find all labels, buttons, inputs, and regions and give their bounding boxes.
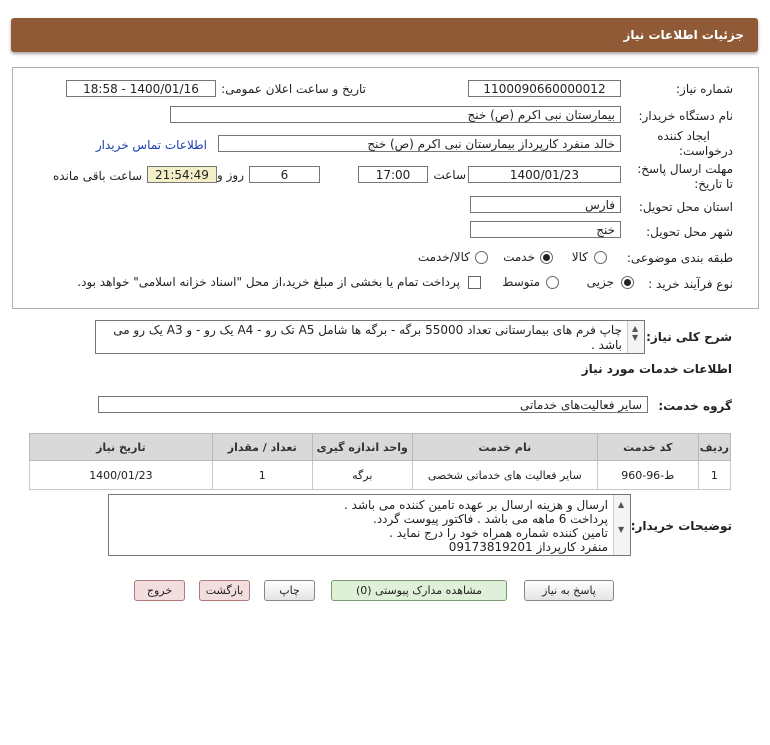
- scroll-up-icon[interactable]: ▲: [618, 500, 625, 509]
- category-service-label: خدمت: [503, 250, 535, 264]
- process-minor-radio[interactable]: [621, 276, 634, 289]
- process-minor-label: جزیی: [586, 275, 614, 289]
- col-service-code: کد خدمت: [597, 434, 698, 461]
- announce-label: تاریخ و ساعت اعلان عمومی:: [221, 82, 366, 96]
- process-medium-label: متوسط: [502, 275, 540, 289]
- province-field[interactable]: فارس: [470, 196, 621, 213]
- category-label: طبقه بندی موضوعی:: [626, 251, 733, 265]
- city-field[interactable]: خنج: [470, 221, 621, 238]
- col-service-name: نام خدمت: [412, 434, 597, 461]
- buyer-note-line: منفرد کارپرداز 09173819201: [448, 540, 608, 554]
- buyer-org-label: نام دستگاه خریدار:: [638, 109, 733, 123]
- buyer-contact-link[interactable]: اطلاعات تماس خریدار: [95, 138, 207, 152]
- days-label: روز و: [217, 168, 244, 182]
- col-need-date: تاریخ نیاز: [30, 434, 213, 461]
- cell-service-code: ط-96-960: [597, 461, 698, 490]
- deadline-date-field[interactable]: 1400/01/23: [468, 166, 621, 183]
- deadline-label-2: تا تاریخ:: [694, 177, 733, 191]
- buyer-notes-textarea[interactable]: [108, 494, 631, 556]
- reply-button[interactable]: پاسخ به نیاز: [524, 580, 614, 601]
- remaining-time-field: 21:54:49: [147, 166, 217, 183]
- cell-need-date: 1400/01/23: [30, 461, 213, 490]
- summary-line-2: باشد .: [591, 338, 622, 352]
- creator-label-1: ایجاد کننده: [657, 129, 710, 143]
- print-button[interactable]: چاپ: [264, 580, 315, 601]
- info-panel: [12, 67, 759, 309]
- announce-field[interactable]: 1400/01/16 - 18:58: [66, 80, 216, 97]
- deadline-time-field[interactable]: 17:00: [358, 166, 428, 183]
- category-both-label: کالا/خدمت: [417, 250, 470, 264]
- summary-line-1: چاپ فرم های بیمارستانی تعداد 55000 برگه - برگه ها شامل A5 تک رو - A4 یک رو - و A3 یک رو می: [113, 323, 622, 337]
- scroll-up-icon[interactable]: ▲: [632, 324, 639, 333]
- process-label: نوع فرآیند خرید :: [648, 277, 733, 291]
- process-medium-radio[interactable]: [546, 276, 559, 289]
- exit-button[interactable]: خروج: [134, 580, 185, 601]
- table-row: [30, 461, 731, 490]
- service-group-label: گروه خدمت:: [658, 399, 732, 413]
- cell-row-number: 1: [698, 461, 730, 490]
- buyer-note-line: ارسال و هزینه ارسال بر عهده تامین کننده می باشد .: [344, 498, 608, 512]
- province-label: استان محل تحویل:: [638, 200, 733, 214]
- notes-scrollbar[interactable]: [613, 495, 630, 555]
- services-table: [29, 433, 731, 490]
- deadline-label-1: مهلت ارسال پاسخ:: [637, 162, 733, 176]
- buyer-notes-label: توضیحات خریدار:: [630, 519, 732, 533]
- summary-label: شرح کلی نیاز:: [646, 330, 732, 344]
- treasury-payment-note: پرداخت تمام یا بخشی از مبلغ خرید،از محل "اسناد خزانه اسلامی" خواهد بود.: [77, 275, 460, 289]
- buyer-org-field[interactable]: بیمارستان نبی اکرم (ص) خنج: [170, 106, 621, 123]
- services-section-title: اطلاعات خدمات مورد نیاز: [581, 362, 732, 376]
- cell-quantity: 1: [212, 461, 312, 490]
- col-row-number: ردیف: [698, 434, 730, 461]
- summary-textarea[interactable]: [95, 320, 645, 354]
- cell-service-name: سایر فعالیت های خدماتی شخصی: [412, 461, 597, 490]
- buyer-note-line: تامین کننده شماره همراه خود را درج نماید .: [389, 526, 608, 540]
- days-field[interactable]: 6: [249, 166, 320, 183]
- back-button[interactable]: بازگشت: [199, 580, 250, 601]
- page-header: [11, 18, 758, 52]
- need-number-field[interactable]: 1100090660000012: [468, 80, 621, 97]
- summary-scrollbar[interactable]: [627, 321, 644, 353]
- category-both-radio[interactable]: [475, 251, 488, 264]
- cell-unit: برگه: [312, 461, 412, 490]
- scroll-down-icon[interactable]: ▼: [618, 525, 625, 534]
- col-unit: واحد اندازه گیری: [312, 434, 412, 461]
- service-group-field[interactable]: سایر فعالیت‌های خدماتی: [98, 396, 648, 413]
- col-quantity: تعداد / مقدار: [212, 434, 312, 461]
- city-label: شهر محل تحویل:: [646, 225, 733, 239]
- category-service-radio[interactable]: [540, 251, 553, 264]
- category-goods-label: کالا: [571, 250, 588, 264]
- scroll-down-icon[interactable]: ▼: [632, 333, 639, 342]
- deadline-time-label: ساعت: [433, 168, 466, 182]
- need-number-label: شماره نیاز:: [676, 82, 733, 96]
- remaining-label: ساعت باقی مانده: [52, 169, 142, 183]
- page-title: جزئیات اطلاعات نیاز: [623, 28, 744, 42]
- buyer-note-line: پرداخت 6 ماهه می باشد . فاکتور پیوست گردد.: [373, 512, 608, 526]
- creator-field[interactable]: خالد منفرد کارپرداز بیمارستان نبی اکرم (ص) خنج: [218, 135, 621, 152]
- view-attachments-button[interactable]: مشاهده مدارک پیوستی (0): [331, 580, 507, 601]
- treasury-payment-checkbox[interactable]: [468, 276, 481, 289]
- table-header-row: [30, 434, 731, 461]
- creator-label-2: درخواست:: [679, 144, 733, 158]
- category-goods-radio[interactable]: [594, 251, 607, 264]
